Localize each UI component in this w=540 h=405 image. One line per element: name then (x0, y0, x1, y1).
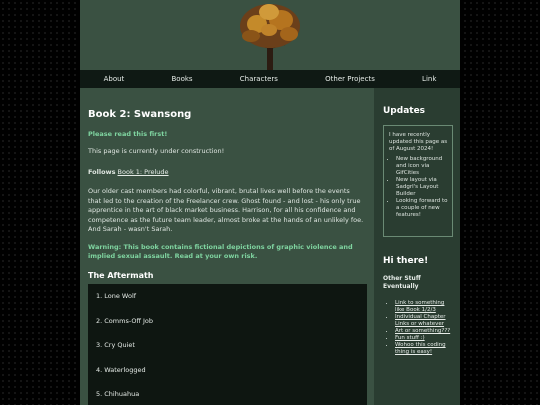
sidebar-link[interactable]: Art or something??? (395, 328, 451, 334)
tree-logo-icon (235, 0, 305, 70)
follows-text (88, 168, 364, 178)
nav-books[interactable]: Books (171, 75, 193, 83)
nav-characters[interactable]: Characters (239, 75, 278, 83)
chapter-item[interactable]: 5. Chihuahua (96, 390, 140, 398)
nav-about[interactable]: About (103, 75, 125, 83)
warning-text: Warning: This book contains fictional depictions of graphic violence and implied sexual assault. Read at your own risk. (88, 242, 353, 260)
chapter-item[interactable]: 3. Cry Quiet (96, 341, 135, 349)
update-list (384, 156, 452, 219)
chapter-item[interactable]: 4. Waterlogged (96, 365, 146, 374)
sidebar-link-item (395, 328, 455, 335)
header (80, 0, 460, 70)
updates-title: Updates (383, 106, 426, 116)
sidebar-link-item (395, 300, 455, 314)
notice-text: Please read this first! (88, 130, 168, 138)
page-title: Book 2: Swansong (88, 109, 192, 120)
section-heading: The Aftermath (88, 270, 154, 280)
page (80, 0, 460, 405)
updates-box (383, 125, 453, 237)
follows-label: Follows (88, 167, 116, 176)
main-content (80, 88, 372, 405)
sidebar-link-item (395, 342, 455, 356)
sidebar-link[interactable]: Individual Chapter Links or whatever (395, 314, 446, 327)
other-stuff-label: Other Stuff Eventually (383, 275, 421, 290)
sidebar-link[interactable]: Wohoo this coding thing is easy! (395, 342, 446, 355)
sidebar-link-item (395, 335, 455, 342)
sidebar-link[interactable]: Fun stuff :) (395, 335, 425, 341)
update-item: • New background and icon via GifCities (396, 156, 452, 177)
description-text: Our older cast members had colorful, vibrant, brutal lives well before the events that led to the creation of the Freelancer crew. Ghost found - and lost - his only true apprentice in the art of black market business. Harrison, for all his confidence and competence as the future team leader, almost broke at the hands of an unlikely foe. And Sarah - wasn't Sarah. (88, 187, 364, 233)
chapter-list (88, 284, 367, 405)
sidebar (374, 88, 460, 405)
chapter-item[interactable]: 2. Comms-Off Job (96, 316, 154, 325)
update-item: • New layout via Sadgrl's Layout Builder (396, 177, 452, 198)
sidebar-link[interactable]: Link to something like Book 1/2/3 (395, 300, 445, 313)
nav-link[interactable]: Link (422, 75, 437, 83)
sidebar-link-item (395, 314, 455, 328)
chapter-item[interactable]: 1. Lone Wolf (96, 292, 137, 300)
construction-text: This page is currently under construction! (88, 147, 225, 155)
follows-link[interactable]: Book 1: Prelude (117, 167, 169, 176)
update-item: • Looking forward to a couple of new features! (396, 198, 452, 219)
top-nav (80, 70, 460, 88)
nav-other-projects[interactable]: Other Projects (325, 75, 375, 83)
update-intro: I have recently updated this page as of August 2024! (389, 132, 448, 152)
greeting-title: Hi there! (383, 256, 429, 266)
sidebar-links (383, 300, 455, 356)
